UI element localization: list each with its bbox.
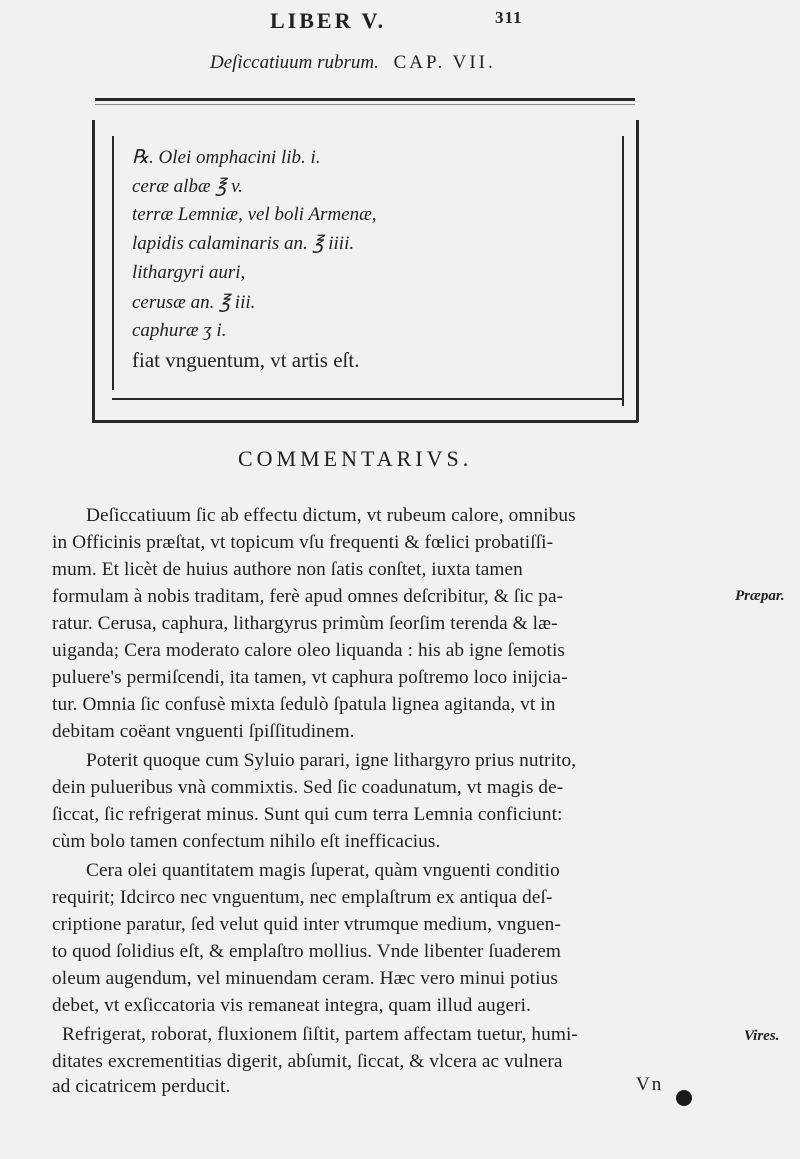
commentary-line: oleum augendum, vel minuendam ceram. Hæc vero minui potius xyxy=(52,968,558,989)
commentary-line: debitam coëant vnguenti ſpiſſitudinem. xyxy=(52,721,355,742)
commentary-line: in Officinis præſtat, vt topicum vſu frequenti & fœlici probatiſſi- xyxy=(52,532,554,553)
chapter-name: Deſiccatiuum rubrum. xyxy=(210,52,379,73)
section-heading: COMMENTARIVS. xyxy=(238,446,473,471)
commentary-line: ditates excrementitias digerit, abſumit, ſiccat, & vlcera ac vulnera xyxy=(52,1051,563,1072)
right-rule xyxy=(636,120,639,422)
prescription-line: lapidis calaminaris an. ℥ iiii. xyxy=(132,233,355,254)
bottom-rule xyxy=(92,420,638,423)
commentary-line: formulam à nobis traditam, ferè apud omnes deſcribitur, & ſic pa- xyxy=(52,586,564,607)
commentary-line: to quod ſolidius eſt, & emplaſtro mollius. Vnde libenter ſuaderem xyxy=(52,941,561,962)
book-number: LIBER V. xyxy=(270,8,387,33)
commentary-line: Deſiccatiuum ſic ab effectu dictum, vt rubeum calore, omnibus xyxy=(86,505,576,526)
commentary-line: puluere's permiſcendi, ita tamen, vt caphura poſtremo loco inijcia- xyxy=(52,667,568,688)
prescription-line: lithargyri auri, xyxy=(132,262,246,283)
prescription-line: ceræ albæ ℥ v. xyxy=(132,176,243,197)
page-number: 311 xyxy=(495,8,523,27)
catchword: Vn xyxy=(636,1074,664,1095)
commentary-line: ad cicatricem perducit. xyxy=(52,1076,231,1097)
inner-bottom-rule xyxy=(112,398,622,400)
margin-note-praeparatio: Præpar. xyxy=(735,588,785,604)
commentary-line: Refrigerat, roborat, fluxionem ſiſtit, partem affectam tuetur, humi- xyxy=(62,1024,578,1045)
commentary-line: tur. Omnia ſic confusè mixta ſedulò ſpatula lignea agitanda, vt in xyxy=(52,694,556,715)
commentary-line: dein pulueribus vnà commixtis. Sed ſic coadunatum, vt magis de- xyxy=(52,777,564,798)
chapter-number: CAP. VII. xyxy=(393,52,496,73)
top-rule xyxy=(95,98,635,101)
top-rule-fine xyxy=(95,104,635,105)
prescription-closing: fiat vnguentum, vt artis eſt. xyxy=(132,348,360,372)
commentary-line: cùm bolo tamen confectum nihilo eſt inefficacius. xyxy=(52,831,441,852)
commentary-line: mum. Et licèt de huius authore non ſatis conſtet, iuxta tamen xyxy=(52,559,523,580)
ink-stain xyxy=(676,1090,692,1106)
commentary-line: Cera olei quantitatem magis ſuperat, quàm vnguenti conditio xyxy=(86,860,560,881)
prescription-line: caphuræ ʒ i. xyxy=(132,320,227,341)
prescription-line: cerusæ an. ℥ iii. xyxy=(132,292,256,313)
left-rule xyxy=(92,120,95,422)
chapter-title xyxy=(210,52,610,74)
commentary-line: ſiccat, ſic refrigerat minus. Sunt qui cum terra Lemnia conficiunt: xyxy=(52,804,563,825)
commentary-line: criptione paratur, ſed velut quid inter vtrumque medium, vnguen- xyxy=(52,914,561,935)
commentary-line: Poterit quoque cum Syluio parari, igne lithargyro prius nutrito, xyxy=(86,750,577,771)
running-head xyxy=(270,8,540,34)
prescription-line: ℞. Olei omphacini lib. i. xyxy=(132,147,321,168)
left-rule-inner xyxy=(112,136,114,390)
prescription-line: terræ Lemniæ, vel boli Armenæ, xyxy=(132,204,377,225)
right-rule-inner xyxy=(622,136,624,406)
commentary-line: uiganda; Cera moderato calore oleo liquanda : his ab igne ſemotis xyxy=(52,640,566,661)
commentary-line: debet, vt exſiccatoria vis remaneat integra, quam illud augeri. xyxy=(52,995,532,1016)
margin-note-vires: Vires. xyxy=(744,1028,780,1044)
commentary-line: ratur. Cerusa, caphura, lithargyrus primùm ſeorſim terenda & læ- xyxy=(52,613,558,634)
commentary-line: requirit; Idcirco nec vnguentum, nec emplaſtrum ex antiqua deſ- xyxy=(52,887,553,908)
